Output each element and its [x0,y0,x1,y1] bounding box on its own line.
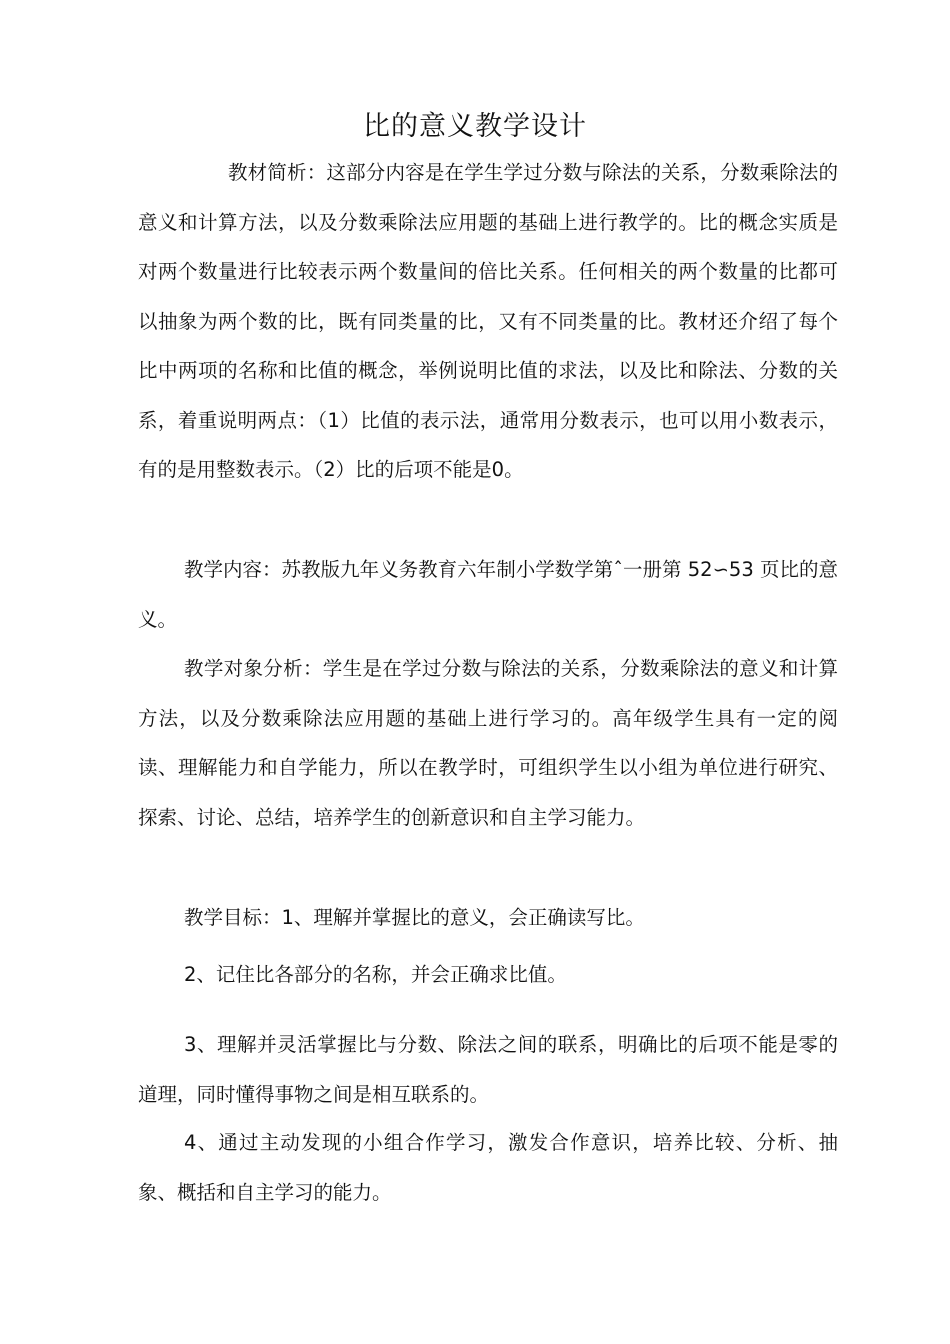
paragraph-student-analysis: 教学对象分析：学生是在学过分数与除法的关系，分数乘除法的意义和计算方法，以及分数乘除法应用题的基础上进行学习的。高年级学生具有一定的阅读、理解能力和自学能力，所以在教学时，可组织学生以小组为单位进行研究、探索、讨论、总结，培养学生的创新意识和自主学习能力。 [138,657,838,829]
paragraph-goal-4: 4、通过主动发现的小组合作学习，激发合作意识，培养比较、分析、抽象、概括和自主学习的能力。 [138,1131,838,1204]
paragraph-teaching-content: 教学内容：苏教版九年义务教育六年制小学数学第ˆ一册第 52∽53 页比的意义。 [138,558,838,631]
paragraph-goal-3: 3、理解并灵活掌握比与分数、除法之间的联系，明确比的后项不能是零的道理，同时懂得事物之间是相互联系的。 [138,1033,838,1106]
paragraph-goal-2: 2、记住比各部分的名称，并会正确求比值。 [184,963,567,986]
paragraph-textbook-analysis: 教材简析：这部分内容是在学生学过分数与除法的关系，分数乘除法的意义和计算方法，以及分数乘除法应用题的基础上进行教学的。比的概念实质是对两个数量进行比较表示两个数量间的倍比关系。任何相关的两个数量的比都可以抽象为两个数的比，既有同类量的比，又有不同类量的比。教材还介绍了每个比中两项的名称和比值的概念，举例说明比值的求法，以及比和除法、分数的关系，着重说明两点：（1）比值的表示法，通常用分数表示，也可以用小数表示，有的是用整数表示。（2）比的后项不能是0。 [138,161,838,481]
document-title: 比的意义教学设计 [363,111,587,142]
paragraph-goal-1: 教学目标：1、理解并掌握比的意义，会正确读写比。 [184,906,645,929]
